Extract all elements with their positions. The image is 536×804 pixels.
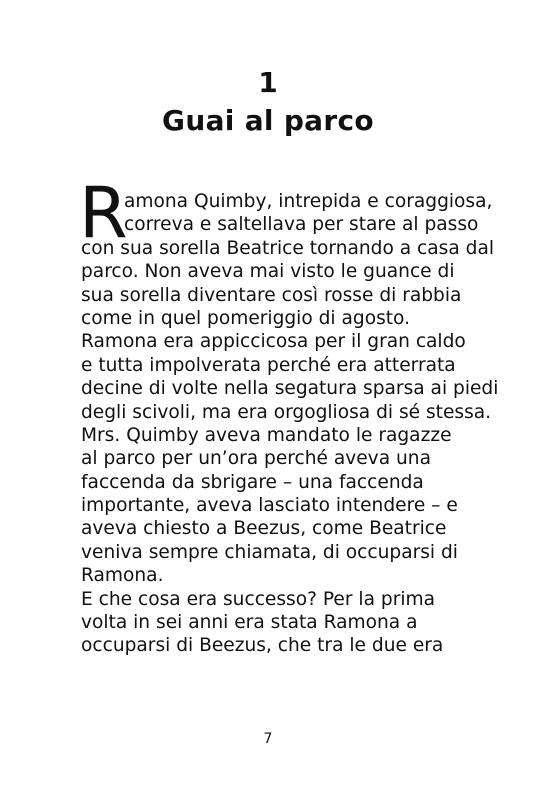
text-line: importante, aveva lasciato intendere – e xyxy=(81,495,458,517)
chapter-title: Guai al parco xyxy=(162,104,374,137)
text-line: amona Quimby, intrepida e coraggiosa, xyxy=(124,191,493,212)
text-line: volta in sei anni era stata Ramona a xyxy=(81,612,418,634)
chapter-number: 1 xyxy=(258,66,278,99)
text-line: E che cosa era successo? Per la prima xyxy=(81,588,436,610)
text-line: decine di volte nella segatura sparsa ai piedi xyxy=(81,378,499,400)
text-line: al parco per un’ora perché aveva una xyxy=(81,448,431,470)
page-number: 7 xyxy=(263,731,273,747)
text-line: degli scivoli, ma era orgogliosa di sé stessa. xyxy=(81,401,492,423)
text-line: parco. Non aveva mai visto le guance di xyxy=(81,261,455,283)
text-line: e tutta impolverata perché era atterrata xyxy=(81,354,456,376)
text-line: come in quel pomeriggio di agosto. xyxy=(81,307,411,329)
text-line: Ramona era appiccicosa per il gran caldo xyxy=(81,331,466,353)
text-line: Mrs. Quimby aveva mandato le ragazze xyxy=(81,424,452,446)
body-text xyxy=(81,190,499,658)
text-line: con sua sorella Beatrice tornando a casa dal xyxy=(81,237,495,259)
text-line: correva e saltellava per stare al passo xyxy=(124,214,479,236)
text-line: faccenda da sbrigare – una faccenda xyxy=(81,471,424,493)
text-line: sua sorella diventare così rosse di rabbia xyxy=(81,284,462,306)
drop-cap: R xyxy=(79,172,128,254)
text-line: veniva sempre chiamata, di occuparsi di xyxy=(81,541,458,563)
text-line: aveva chiesto a Beezus, come Beatrice xyxy=(81,518,447,540)
text-line: occuparsi di Beezus, che tra le due era xyxy=(81,635,444,657)
text-line: Ramona. xyxy=(81,565,164,587)
